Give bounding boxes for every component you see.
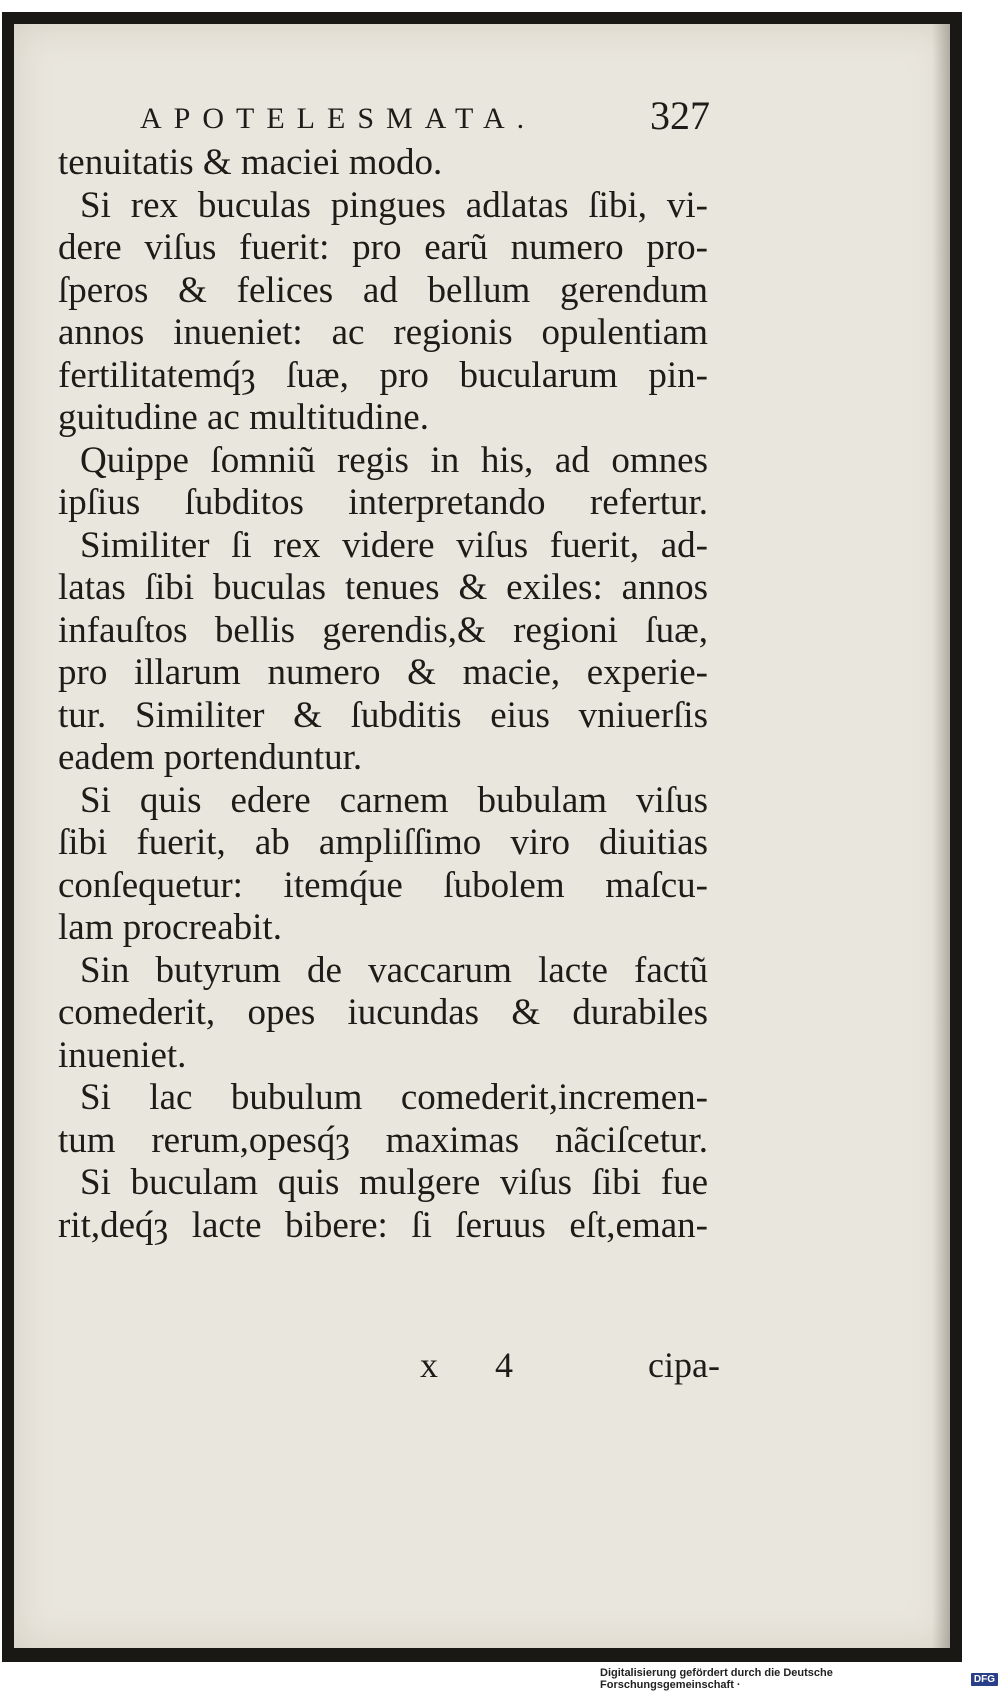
text-line: comederit, opes iucundas & durabiles <box>58 992 708 1033</box>
running-head <box>140 92 710 142</box>
signature-mark: x 4 <box>420 1345 537 1385</box>
text-line: annos inueniet: ac regionis opulentiam <box>58 312 708 353</box>
text-line: tenuitatis & maciei modo. <box>58 142 443 183</box>
running-head-title: APOTELESMATA. <box>140 102 537 135</box>
text-line: ipſius ſubditos interpretando refertur. <box>58 482 708 523</box>
digitization-credit <box>600 1667 998 1691</box>
text-line: pro illarum numero & macie, experie- <box>58 652 708 693</box>
text-line: Si buculam quis mulgere viſus ſibi fue <box>80 1162 708 1203</box>
text-line: inueniet. <box>58 1034 187 1076</box>
text-line: ſibi fuerit, ab ampliſſimo viro diuitias <box>58 822 708 863</box>
text-line: Quippe ſomniũ regis in his, ad omnes <box>80 439 708 481</box>
credit-text: Digitalisierung gefördert durch die Deutsche Forschungsgemeinschaft · <box>600 1667 833 1691</box>
page-gutter-shadow <box>932 24 950 1648</box>
text-line: lam procreabit. <box>58 907 282 948</box>
page-footer <box>420 1344 720 1394</box>
text-line: infauſtos bellis gerendis,& regioni ſuæ, <box>58 609 708 651</box>
text-line: guitudine ac multitudine. <box>58 397 429 438</box>
text-line: Sin butyrum de vaccarum lacte factũ <box>80 949 708 991</box>
text-line: tum rerum,opesq́ȝ maximas nãciſcetur. <box>58 1119 708 1161</box>
text-line: Similiter ſi rex videre viſus fuerit, ad- <box>80 524 708 566</box>
text-line: tur. Similiter & ſubditis eius vniuerſis <box>58 694 708 736</box>
text-line: fertilitatemq́ȝ ſuæ, pro bucularum pin- <box>58 354 708 396</box>
text-line: ſperos & felices ad bellum gerendum <box>58 269 708 311</box>
page-number: 327 <box>650 93 710 138</box>
text-line: Si quis edere carnem bubulam viſus <box>80 779 708 821</box>
body-text <box>58 142 708 1247</box>
text-line: Si lac bubulum comederit,incremen- <box>80 1077 708 1118</box>
catchword: cipa- <box>648 1345 720 1385</box>
text-line: dere viſus fuerit: pro earũ numero pro- <box>58 227 708 268</box>
text-line: Si rex buculas pingues adlatas ſibi, vi- <box>80 184 708 226</box>
text-line: conſequetur: itemq́ue ſubolem maſcu- <box>58 864 708 906</box>
text-line: eadem portenduntur. <box>58 737 363 778</box>
dfg-logo-icon: DFG <box>971 1673 998 1686</box>
text-line: latas ſibi buculas tenues & exiles: annos <box>58 567 708 608</box>
text-line: rit,deq́ȝ lacte bibere: ſi ſeruus eſt,eman- <box>58 1204 708 1246</box>
